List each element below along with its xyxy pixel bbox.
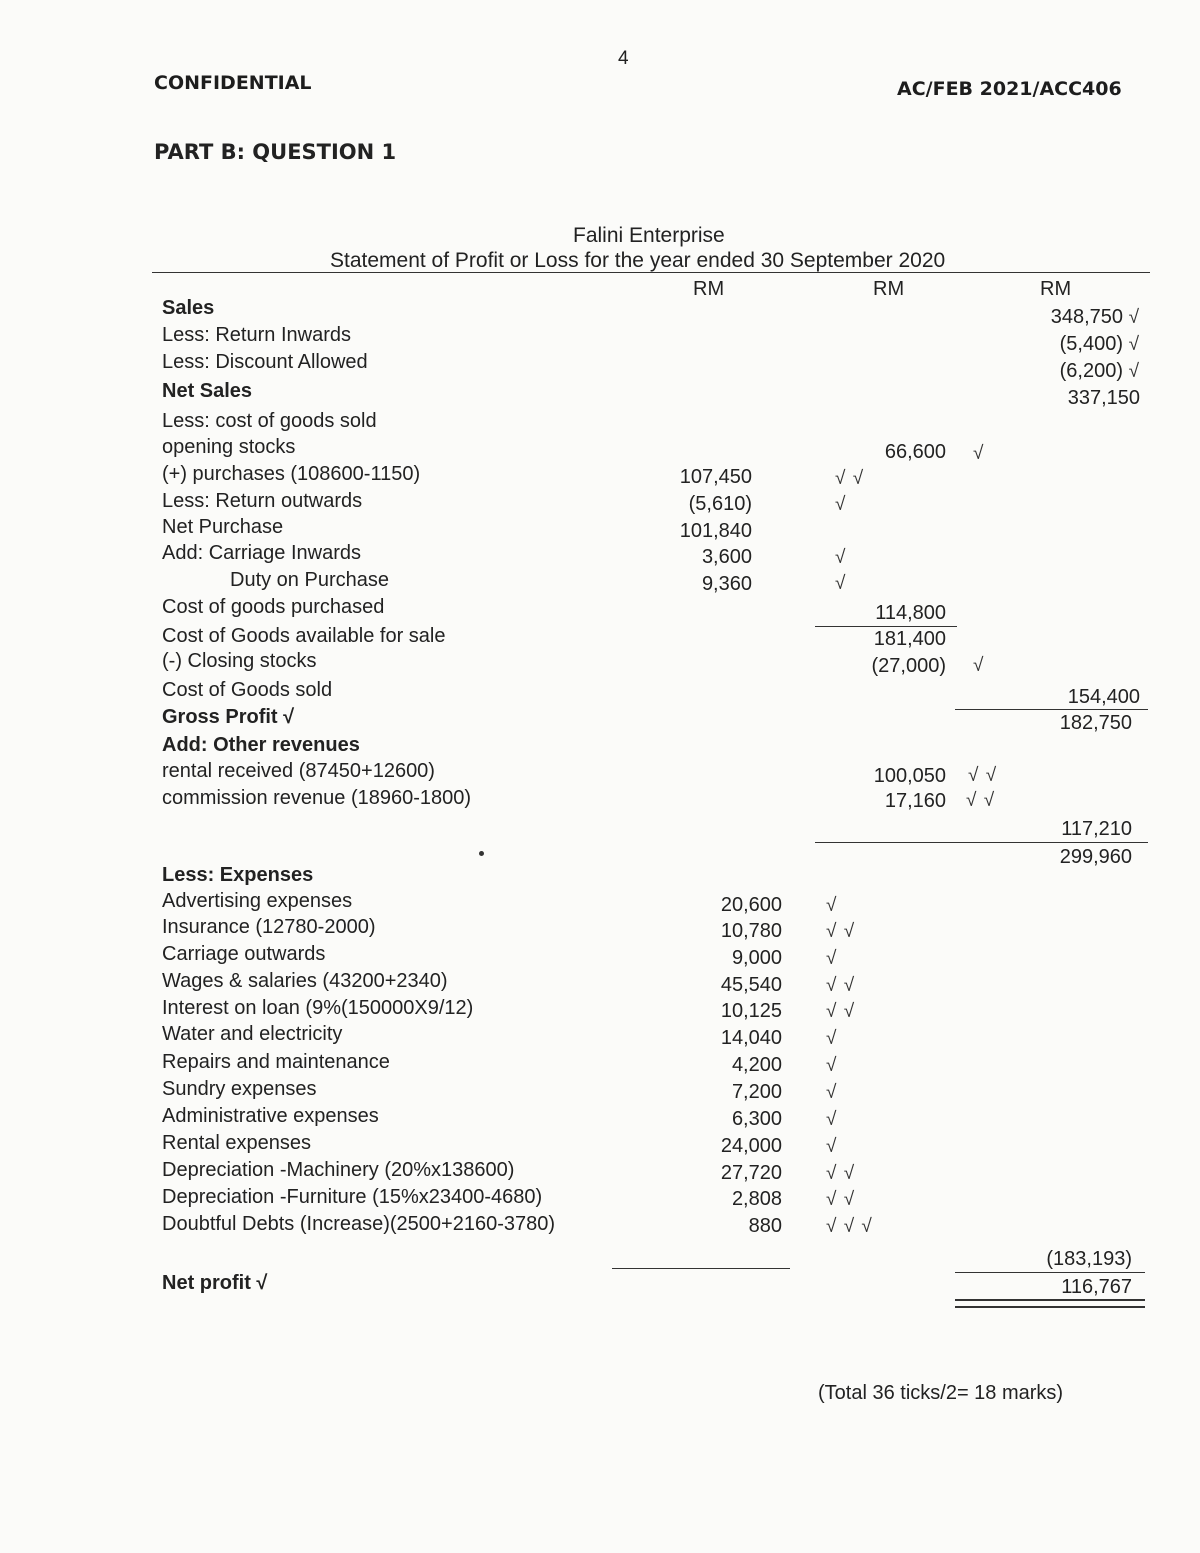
expense-tick: √ √ (826, 975, 856, 996)
tick-carriage-inwards: √ (835, 547, 847, 568)
double-rule-net-profit (955, 1299, 1145, 1308)
value-discount-allowed: (6,200) √ (1059, 360, 1140, 382)
expense-label: Rental expenses (162, 1132, 311, 1154)
expense-tick: √ (826, 895, 838, 916)
expense-label: Depreciation -Furniture (15%x23400-4680) (162, 1186, 543, 1208)
tick-closing-stocks: √ (973, 655, 985, 676)
expense-amount: 7,200 (731, 1081, 782, 1103)
col-header-3: RM (1040, 278, 1072, 300)
expense-label: Interest on loan (9%(150000X9/12) (162, 997, 474, 1019)
value-opening-stocks: 66,600 (884, 441, 946, 463)
value-purchases: 107,450 (679, 466, 752, 488)
value-net-sales: 337,150 (1067, 387, 1140, 409)
expense-label: Doubtful Debts (Increase)(2500+2160-3780) (162, 1213, 556, 1235)
value-cost-purchased: 114,800 (875, 602, 946, 624)
value-return-outwards: (5,610) (688, 493, 752, 515)
col-header-1: RM (693, 278, 725, 300)
row-label-expenses: Less: Expenses (162, 864, 314, 886)
expense-amount: 9,000 (731, 947, 782, 969)
expense-tick: √ √ (826, 1189, 856, 1210)
expense-label: Water and electricity (162, 1023, 343, 1045)
row-label-other-revenues: Add: Other revenues (162, 734, 360, 756)
ink-dot (479, 851, 484, 856)
expense-amount: 20,600 (720, 894, 782, 916)
statement-title: Statement of Profit or Loss for the year ended 30 September 2020 (330, 249, 946, 272)
value-cost-available: 181,400 (873, 628, 946, 650)
header-rule (152, 272, 1150, 273)
value-net-purchase: 101,840 (679, 520, 752, 542)
expense-amount: 10,780 (720, 920, 782, 942)
row-label-cost-sold: Cost of Goods sold (162, 679, 333, 701)
expense-label: Administrative expenses (162, 1105, 379, 1127)
value-other-total: 117,210 (1061, 818, 1132, 840)
row-label-net-profit: Net profit √ (162, 1272, 268, 1294)
confidential-label: CONFIDENTIAL (154, 72, 312, 94)
part-title: PART B: QUESTION 1 (154, 140, 397, 164)
rule-other-total (815, 842, 1148, 843)
value-duty-on-purchase: 9,360 (701, 573, 752, 595)
expense-amount: 24,000 (720, 1135, 782, 1157)
value-cost-sold: 154,400 (1067, 686, 1140, 708)
rule-expenses-column (612, 1268, 790, 1269)
row-label-net-sales: Net Sales (162, 380, 253, 402)
expense-label: Wages & salaries (43200+2340) (162, 970, 448, 992)
expense-amount: 6,300 (731, 1108, 782, 1130)
expense-label: Depreciation -Machinery (20%x138600) (162, 1159, 515, 1181)
expense-tick: √ √ (826, 921, 856, 942)
course-code: AC/FEB 2021/ACC406 (897, 78, 1122, 100)
tick-return-outwards: √ (835, 494, 847, 515)
col-header-2: RM (873, 278, 905, 300)
expense-amount: 45,540 (720, 974, 782, 996)
expense-tick: √ √ (826, 1001, 856, 1022)
tick-opening-stocks: √ (973, 443, 985, 464)
expense-amount: 10,125 (720, 1000, 782, 1022)
row-label-rental-received: rental received (87450+12600) (162, 760, 435, 782)
expense-amount: 2,808 (731, 1188, 782, 1210)
expense-tick: √ (826, 1082, 838, 1103)
row-label-cost-available: Cost of Goods available for sale (162, 625, 446, 647)
marks-footer: (Total 36 ticks/2= 18 marks) (818, 1382, 1064, 1404)
expense-amount: 4,200 (731, 1054, 782, 1076)
value-return-inwards: (5,400) √ (1059, 333, 1140, 355)
expense-tick: √ (826, 948, 838, 969)
expense-tick: √ (826, 1055, 838, 1076)
rule-cost-purchased (815, 626, 957, 627)
expense-tick: √ (826, 1028, 838, 1049)
value-rental-received: 100,050 (873, 765, 946, 787)
row-label-cogs: Less: cost of goods sold (162, 410, 377, 432)
tick-purchases: √ √ (835, 468, 865, 489)
expense-tick: √ (826, 1109, 838, 1130)
row-label-carriage-inwards: Add: Carriage Inwards (162, 542, 361, 564)
page-number: 4 (618, 48, 629, 69)
row-label-closing-stocks: (-) Closing stocks (162, 650, 317, 672)
row-label-discount-allowed: Less: Discount Allowed (162, 351, 368, 373)
row-label-commission: commission revenue (18960-1800) (162, 787, 472, 809)
value-net-profit: 116,767 (1061, 1276, 1132, 1298)
row-label-net-purchase: Net Purchase (162, 516, 284, 538)
value-subtotal: 299,960 (1059, 846, 1132, 868)
value-closing-stocks: (27,000) (871, 655, 946, 677)
expense-label: Carriage outwards (162, 943, 326, 965)
row-label-return-inwards: Less: Return Inwards (162, 324, 351, 346)
expense-tick: √ √ (826, 1163, 856, 1184)
row-label-return-outwards: Less: Return outwards (162, 490, 363, 512)
row-label-purchases: (+) purchases (108600-1150) (162, 463, 421, 485)
tick-rental-received: √ √ (968, 765, 998, 786)
value-sales: 348,750 √ (1050, 306, 1140, 328)
value-carriage-inwards: 3,600 (701, 546, 752, 568)
expense-amount: 27,720 (720, 1162, 782, 1184)
expense-amount: 14,040 (720, 1027, 782, 1049)
expense-label: Insurance (12780-2000) (162, 916, 376, 938)
row-label-sales: Sales (162, 297, 215, 319)
expense-label: Advertising expenses (162, 890, 353, 912)
value-gross-profit: 182,750 (1059, 712, 1132, 734)
tick-commission: √ √ (966, 790, 996, 811)
row-label-opening-stocks: opening stocks (162, 436, 296, 458)
value-commission: 17,160 (884, 790, 946, 812)
expense-label: Sundry expenses (162, 1078, 317, 1100)
expense-label: Repairs and maintenance (162, 1051, 390, 1073)
expense-amount: 880 (748, 1215, 782, 1237)
row-label-gross-profit: Gross Profit √ (162, 706, 295, 728)
row-label-duty-on-purchase: Duty on Purchase (230, 569, 389, 591)
row-label-cost-purchased: Cost of goods purchased (162, 596, 385, 618)
rule-expenses-total (955, 1272, 1145, 1273)
company-name: Falini Enterprise (573, 224, 725, 247)
rule-cost-sold (955, 709, 1148, 710)
value-expenses-total: (183,193) (1046, 1248, 1132, 1270)
expense-tick: √ √ √ (826, 1216, 873, 1237)
tick-duty-on-purchase: √ (835, 573, 847, 594)
expense-tick: √ (826, 1136, 838, 1157)
